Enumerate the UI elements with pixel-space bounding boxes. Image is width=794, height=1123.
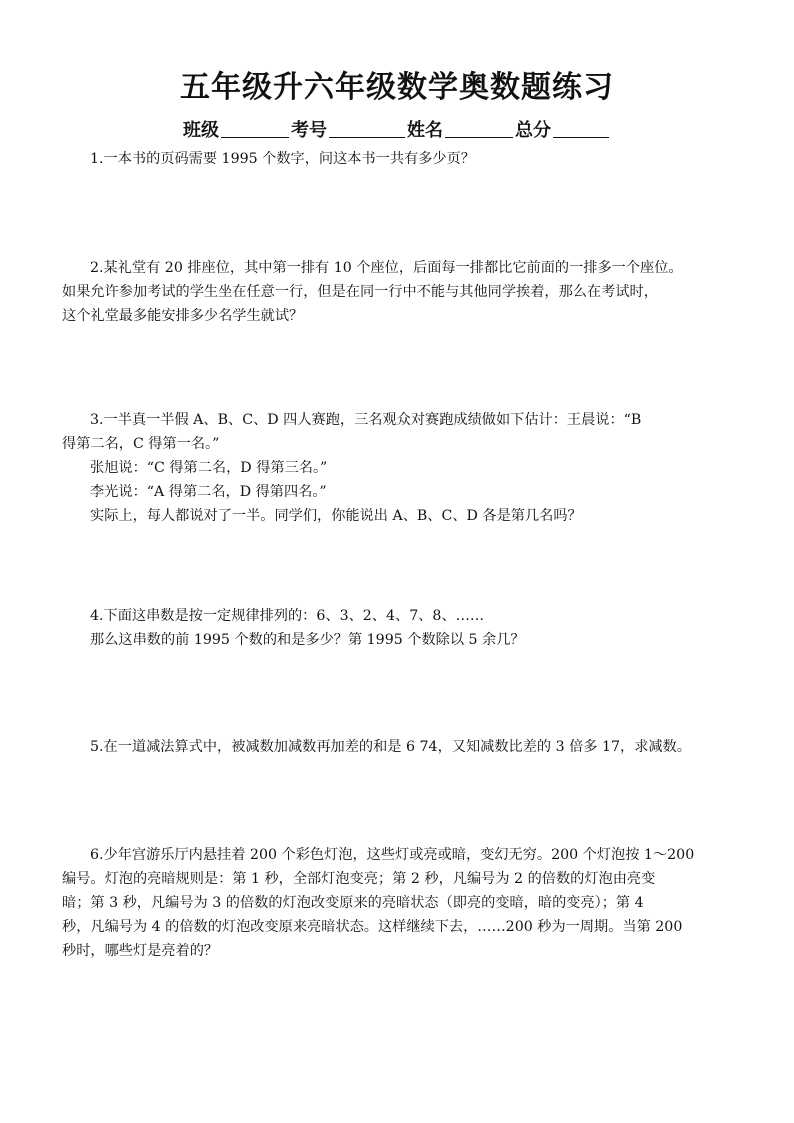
question-line: 6.少年宫游乐厅内悬挂着 200 个彩色灯泡，这些灯或亮或暗，变幻无穷。200 个灯泡按 1～200 [90,847,695,863]
question-line: 2.某礼堂有 20 排座位，其中第一排有 10 个座位，后面每一排都比它前面的一排多一个座位。 [90,260,683,276]
question-5 [62,735,738,759]
question-1 [62,147,738,171]
question-line: 秒时，哪些灯是亮着的？ [62,943,219,959]
question-line: 实际上，每人都说对了一半。同学们，你能说出 A、B、C、D 各是第几名吗？ [90,508,582,524]
question-line: 得第二名，C 得第一名。” [62,436,220,452]
question-line: 李光说：“A 得第二名，D 得第四名。” [90,484,327,500]
name-label: 姓名 [407,120,443,141]
question-line: 5.在一道减法算式中，被减数加减数再加差的和是 6 74，又知减数比差的 3 倍多 17，求减数。 [90,739,691,755]
question-6 [62,843,738,963]
class-blank [221,119,289,138]
page-title: 五年级升六年级数学奥数题练习 [180,70,614,105]
total-label: 总分 [515,120,551,141]
class-label: 班级 [183,120,219,141]
question-line: 编号。灯泡的亮暗规则是：第 1 秒，全部灯泡变亮；第 2 秒，凡编号为 2 的倍数的灯泡由亮变 [62,871,656,887]
question-line: 如果允许参加考试的学生坐在任意一行，但是在同一行中不能与其他同学挨着，那么在考试时， [62,284,658,300]
question-4 [62,604,738,652]
total-blank [553,119,609,138]
name-blank [445,119,513,138]
question-line: 张旭说：“C 得第二名，D 得第三名。” [90,460,328,476]
exam-no-label: 考号 [291,120,327,141]
question-line: 那么这串数的前 1995 个数的和是多少？第 1995 个数除以 5 余几？ [90,632,525,648]
question-line: 1.一本书的页码需要 1995 个数字，问这本书一共有多少页？ [90,151,475,167]
question-line: 3.一半真一半假 A、B、C、D 四人赛跑，三名观众对赛跑成绩做如下估计：王晨说：“B [90,412,642,428]
question-line: 这个礼堂最多能安排多少名学生就试？ [62,308,304,324]
student-info-line [0,116,794,142]
question-2 [62,256,738,328]
question-3 [62,408,738,528]
question-line: 4.下面这串数是按一定规律排列的：6、3、2、4、7、8、…… [90,608,485,624]
question-line: 秒，凡编号为 4 的倍数的灯泡改变原来亮暗状态。这样继续下去，……200 秒为一周期。当第 200 [62,919,683,935]
exam-no-blank [329,119,405,138]
question-line: 暗；第 3 秒，凡编号为 3 的倍数的灯泡改变原来的亮暗状态（即亮的变暗，暗的变亮）；第 4 [62,895,644,911]
